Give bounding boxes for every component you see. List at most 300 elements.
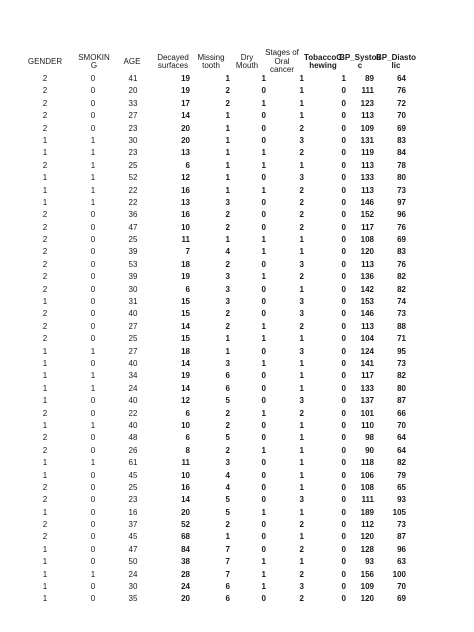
cell-gender: 1 bbox=[42, 470, 48, 480]
column-header-label: GENDER bbox=[27, 56, 63, 66]
cell-decayed-surfaces: 11 bbox=[181, 458, 190, 468]
table-row bbox=[30, 110, 450, 122]
cell-missing-tooth: 2 bbox=[225, 222, 230, 232]
cell-oral-cancer-stage: 1 bbox=[299, 247, 304, 257]
cell-missing-tooth: 4 bbox=[225, 470, 230, 480]
cell-missing-tooth: 5 bbox=[225, 495, 230, 505]
cell-missing-tooth: 5 bbox=[225, 396, 230, 406]
cell-tobacco-chewing: 0 bbox=[341, 210, 346, 220]
cell-dry-mouth: 1 bbox=[261, 74, 266, 83]
cell-missing-tooth: 7 bbox=[225, 544, 230, 554]
cell-bp-diastolic: 87 bbox=[397, 532, 406, 542]
cell-age: 39 bbox=[128, 272, 138, 282]
cell-decayed-surfaces: 16 bbox=[181, 482, 190, 492]
cell-oral-cancer-stage: 2 bbox=[299, 148, 304, 158]
cell-missing-tooth: 1 bbox=[225, 173, 230, 183]
cell-age: 40 bbox=[128, 309, 138, 319]
cell-missing-tooth: 2 bbox=[225, 445, 230, 455]
cell-missing-tooth: 2 bbox=[225, 259, 230, 269]
table-row bbox=[30, 197, 450, 209]
cell-tobacco-chewing: 0 bbox=[341, 396, 346, 406]
cell-decayed-surfaces: 68 bbox=[181, 532, 190, 542]
cell-oral-cancer-stage: 1 bbox=[299, 86, 304, 96]
cell-missing-tooth: 6 bbox=[225, 594, 230, 604]
cell-gender: 1 bbox=[42, 458, 48, 468]
table-row bbox=[30, 544, 450, 556]
cell-oral-cancer-stage: 3 bbox=[299, 173, 304, 183]
cell-missing-tooth: 6 bbox=[225, 582, 230, 592]
cell-oral-cancer-stage: 1 bbox=[299, 74, 304, 83]
cell-decayed-surfaces: 14 bbox=[181, 383, 190, 393]
table-row bbox=[30, 209, 450, 221]
cell-bp-diastolic: 78 bbox=[397, 160, 406, 170]
table-body bbox=[30, 73, 450, 606]
cell-smoking: 0 bbox=[90, 433, 96, 443]
cell-gender: 2 bbox=[42, 309, 48, 319]
cell-dry-mouth: 1 bbox=[261, 98, 266, 108]
cell-tobacco-chewing: 0 bbox=[341, 173, 346, 183]
cell-age: 30 bbox=[128, 135, 138, 145]
cell-bp-systolic: 118 bbox=[361, 458, 374, 468]
cell-bp-diastolic: 69 bbox=[397, 594, 406, 604]
cell-missing-tooth: 1 bbox=[225, 111, 230, 121]
cell-missing-tooth: 6 bbox=[225, 371, 230, 381]
cell-decayed-surfaces: 6 bbox=[185, 433, 190, 443]
cell-bp-systolic: 113 bbox=[361, 321, 374, 331]
cell-oral-cancer-stage: 1 bbox=[299, 235, 304, 245]
cell-dry-mouth: 1 bbox=[261, 358, 266, 368]
cell-missing-tooth: 2 bbox=[225, 321, 230, 331]
cell-age: 23 bbox=[128, 148, 138, 158]
cell-tobacco-chewing: 0 bbox=[341, 507, 346, 517]
cell-smoking: 1 bbox=[90, 371, 96, 381]
cell-bp-diastolic: 80 bbox=[397, 383, 406, 393]
cell-bp-systolic: 189 bbox=[360, 507, 374, 517]
cell-bp-diastolic: 84 bbox=[397, 148, 406, 158]
column-header-label: TobaccoC hewing bbox=[303, 52, 343, 70]
cell-dry-mouth: 0 bbox=[261, 135, 266, 145]
cell-smoking: 0 bbox=[90, 396, 96, 406]
cell-decayed-surfaces: 15 bbox=[181, 297, 190, 307]
cell-tobacco-chewing: 0 bbox=[341, 197, 346, 207]
cell-oral-cancer-stage: 1 bbox=[299, 458, 304, 468]
column-header-label: Stages of Oral cancer bbox=[265, 48, 299, 75]
table-row bbox=[30, 160, 450, 172]
cell-gender: 1 bbox=[42, 582, 48, 592]
cell-oral-cancer-stage: 1 bbox=[299, 98, 304, 108]
cell-dry-mouth: 0 bbox=[261, 383, 266, 393]
cell-bp-systolic: 108 bbox=[360, 482, 374, 492]
cell-missing-tooth: 2 bbox=[225, 408, 230, 418]
table-row bbox=[30, 246, 450, 258]
cell-smoking: 1 bbox=[90, 458, 96, 468]
table-row bbox=[30, 457, 450, 469]
table-row bbox=[30, 358, 450, 370]
cell-bp-systolic: 101 bbox=[360, 408, 374, 418]
cell-age: 61 bbox=[128, 458, 138, 468]
cell-bp-systolic: 136 bbox=[360, 272, 374, 282]
cell-bp-diastolic: 69 bbox=[397, 235, 406, 245]
cell-dry-mouth: 1 bbox=[261, 569, 266, 579]
cell-oral-cancer-stage: 1 bbox=[299, 557, 304, 567]
cell-decayed-surfaces: 20 bbox=[181, 594, 190, 604]
table-row bbox=[30, 569, 450, 581]
cell-smoking: 0 bbox=[90, 309, 96, 319]
cell-decayed-surfaces: 84 bbox=[181, 544, 190, 554]
cell-bp-diastolic: 96 bbox=[397, 544, 406, 554]
cell-age: 52 bbox=[128, 173, 138, 183]
cell-age: 35 bbox=[128, 594, 138, 604]
table-row bbox=[30, 147, 450, 159]
cell-decayed-surfaces: 13 bbox=[181, 148, 190, 158]
cell-bp-diastolic: 63 bbox=[397, 557, 406, 567]
cell-oral-cancer-stage: 2 bbox=[299, 185, 304, 195]
cell-smoking: 0 bbox=[90, 123, 96, 133]
cell-bp-diastolic: 72 bbox=[397, 98, 406, 108]
cell-missing-tooth: 1 bbox=[225, 74, 230, 83]
cell-age: 31 bbox=[128, 297, 138, 307]
column-header-label: Decayed surfaces bbox=[157, 52, 189, 70]
cell-age: 24 bbox=[128, 569, 138, 579]
cell-age: 23 bbox=[128, 123, 138, 133]
cell-dry-mouth: 0 bbox=[261, 111, 266, 121]
cell-dry-mouth: 0 bbox=[261, 544, 266, 554]
cell-dry-mouth: 0 bbox=[261, 259, 266, 269]
cell-decayed-surfaces: 12 bbox=[181, 396, 190, 406]
cell-smoking: 1 bbox=[90, 173, 96, 183]
cell-smoking: 0 bbox=[90, 98, 96, 108]
cell-gender: 1 bbox=[42, 173, 48, 183]
cell-dry-mouth: 0 bbox=[261, 594, 266, 604]
cell-bp-systolic: 133 bbox=[360, 383, 374, 393]
table-row bbox=[30, 172, 450, 184]
cell-bp-systolic: 111 bbox=[361, 86, 374, 96]
cell-bp-systolic: 120 bbox=[360, 594, 374, 604]
cell-gender: 2 bbox=[42, 259, 48, 269]
table-row bbox=[30, 123, 450, 135]
cell-dry-mouth: 0 bbox=[261, 346, 266, 356]
cell-bp-diastolic: 73 bbox=[397, 185, 406, 195]
cell-age: 30 bbox=[128, 582, 138, 592]
cell-dry-mouth: 0 bbox=[261, 458, 266, 468]
cell-gender: 1 bbox=[42, 594, 48, 604]
cell-tobacco-chewing: 0 bbox=[341, 123, 346, 133]
table-row bbox=[30, 420, 450, 432]
cell-bp-diastolic: 76 bbox=[397, 259, 406, 269]
cell-missing-tooth: 3 bbox=[225, 284, 230, 294]
cell-smoking: 1 bbox=[90, 346, 96, 356]
cell-age: 27 bbox=[128, 111, 138, 121]
cell-age: 48 bbox=[128, 433, 138, 443]
table-row bbox=[30, 185, 450, 197]
cell-age: 30 bbox=[128, 284, 138, 294]
cell-decayed-surfaces: 6 bbox=[185, 408, 190, 418]
cell-bp-diastolic: 88 bbox=[397, 321, 406, 331]
cell-decayed-surfaces: 8 bbox=[185, 445, 190, 455]
cell-dry-mouth: 0 bbox=[261, 197, 266, 207]
cell-gender: 2 bbox=[42, 334, 48, 344]
cell-dry-mouth: 0 bbox=[261, 123, 266, 133]
table-row bbox=[30, 593, 450, 605]
cell-oral-cancer-stage: 3 bbox=[299, 582, 304, 592]
cell-smoking: 1 bbox=[90, 569, 96, 579]
table-row bbox=[30, 432, 450, 444]
cell-tobacco-chewing: 0 bbox=[341, 371, 346, 381]
cell-gender: 1 bbox=[42, 346, 48, 356]
cell-age: 40 bbox=[128, 358, 138, 368]
cell-tobacco-chewing: 0 bbox=[341, 272, 346, 282]
cell-decayed-surfaces: 19 bbox=[181, 86, 190, 96]
cell-missing-tooth: 1 bbox=[225, 185, 230, 195]
cell-oral-cancer-stage: 2 bbox=[299, 272, 304, 282]
cell-smoking: 1 bbox=[90, 185, 96, 195]
cell-tobacco-chewing: 0 bbox=[341, 111, 346, 121]
cell-gender: 2 bbox=[42, 284, 48, 294]
cell-bp-diastolic: 105 bbox=[392, 507, 406, 517]
cell-bp-diastolic: 71 bbox=[397, 334, 406, 344]
cell-smoking: 0 bbox=[90, 259, 96, 269]
cell-bp-diastolic: 83 bbox=[397, 247, 406, 257]
column-header-label: Missing tooth bbox=[197, 52, 225, 70]
table-row bbox=[30, 346, 450, 358]
cell-bp-systolic: 93 bbox=[365, 557, 374, 567]
cell-bp-diastolic: 76 bbox=[397, 86, 406, 96]
cell-dry-mouth: 0 bbox=[261, 520, 266, 530]
cell-gender: 2 bbox=[42, 272, 48, 282]
cell-oral-cancer-stage: 1 bbox=[299, 160, 304, 170]
cell-missing-tooth: 2 bbox=[225, 86, 230, 96]
cell-tobacco-chewing: 0 bbox=[341, 383, 346, 393]
cell-gender: 2 bbox=[42, 495, 48, 505]
cell-gender: 2 bbox=[42, 321, 48, 331]
cell-smoking: 0 bbox=[90, 482, 96, 492]
cell-bp-diastolic: 82 bbox=[397, 284, 406, 294]
cell-bp-diastolic: 79 bbox=[397, 470, 406, 480]
cell-bp-systolic: 109 bbox=[360, 582, 374, 592]
cell-bp-diastolic: 80 bbox=[397, 173, 406, 183]
cell-tobacco-chewing: 0 bbox=[341, 235, 346, 245]
cell-bp-systolic: 113 bbox=[361, 160, 374, 170]
cell-bp-diastolic: 65 bbox=[397, 482, 406, 492]
cell-bp-systolic: 123 bbox=[360, 98, 374, 108]
cell-tobacco-chewing: 0 bbox=[341, 309, 346, 319]
cell-bp-systolic: 119 bbox=[361, 148, 374, 158]
cell-tobacco-chewing: 0 bbox=[341, 346, 346, 356]
cell-age: 16 bbox=[128, 507, 138, 517]
cell-smoking: 0 bbox=[90, 408, 96, 418]
table-row bbox=[30, 482, 450, 494]
cell-decayed-surfaces: 7 bbox=[185, 247, 190, 257]
cell-bp-diastolic: 70 bbox=[397, 420, 406, 430]
cell-dry-mouth: 0 bbox=[261, 173, 266, 183]
cell-missing-tooth: 1 bbox=[225, 334, 230, 344]
cell-age: 22 bbox=[128, 197, 138, 207]
cell-bp-systolic: 106 bbox=[360, 470, 374, 480]
cell-oral-cancer-stage: 2 bbox=[299, 520, 304, 530]
cell-decayed-surfaces: 15 bbox=[181, 309, 190, 319]
cell-age: 40 bbox=[128, 420, 138, 430]
cell-gender: 1 bbox=[42, 297, 48, 307]
cell-dry-mouth: 1 bbox=[261, 235, 266, 245]
cell-gender: 2 bbox=[42, 433, 48, 443]
cell-bp-systolic: 113 bbox=[361, 259, 374, 269]
cell-oral-cancer-stage: 2 bbox=[299, 544, 304, 554]
cell-dry-mouth: 0 bbox=[261, 309, 266, 319]
cell-decayed-surfaces: 12 bbox=[181, 173, 190, 183]
cell-smoking: 0 bbox=[90, 507, 96, 517]
cell-oral-cancer-stage: 3 bbox=[299, 346, 304, 356]
cell-tobacco-chewing: 0 bbox=[341, 222, 346, 232]
cell-missing-tooth: 3 bbox=[225, 458, 230, 468]
cell-missing-tooth: 1 bbox=[225, 235, 230, 245]
cell-smoking: 0 bbox=[90, 358, 96, 368]
cell-age: 50 bbox=[128, 557, 138, 567]
cell-oral-cancer-stage: 1 bbox=[299, 371, 304, 381]
cell-oral-cancer-stage: 1 bbox=[299, 383, 304, 393]
cell-gender: 2 bbox=[42, 532, 48, 542]
cell-dry-mouth: 1 bbox=[261, 507, 266, 517]
cell-bp-systolic: 113 bbox=[361, 111, 374, 121]
cell-missing-tooth: 3 bbox=[225, 197, 230, 207]
cell-smoking: 0 bbox=[90, 544, 96, 554]
cell-tobacco-chewing: 0 bbox=[341, 148, 346, 158]
cell-decayed-surfaces: 19 bbox=[181, 371, 190, 381]
cell-decayed-surfaces: 28 bbox=[181, 569, 190, 579]
cell-gender: 1 bbox=[42, 420, 48, 430]
cell-bp-systolic: 142 bbox=[360, 284, 374, 294]
cell-age: 20 bbox=[128, 86, 138, 96]
cell-gender: 2 bbox=[42, 520, 48, 530]
cell-bp-diastolic: 82 bbox=[397, 272, 406, 282]
cell-age: 23 bbox=[128, 495, 138, 505]
cell-oral-cancer-stage: 1 bbox=[299, 284, 304, 294]
cell-decayed-surfaces: 11 bbox=[181, 235, 190, 245]
table-row bbox=[30, 333, 450, 345]
cell-missing-tooth: 3 bbox=[225, 358, 230, 368]
cell-smoking: 0 bbox=[90, 582, 96, 592]
cell-missing-tooth: 7 bbox=[225, 557, 230, 567]
cell-missing-tooth: 2 bbox=[225, 210, 230, 220]
cell-gender: 2 bbox=[42, 111, 48, 121]
cell-dry-mouth: 0 bbox=[261, 371, 266, 381]
cell-decayed-surfaces: 16 bbox=[181, 210, 190, 220]
cell-smoking: 0 bbox=[90, 210, 96, 220]
cell-tobacco-chewing: 0 bbox=[341, 433, 346, 443]
table-row bbox=[30, 383, 450, 395]
cell-decayed-surfaces: 14 bbox=[181, 321, 190, 331]
cell-oral-cancer-stage: 1 bbox=[299, 507, 304, 517]
cell-bp-systolic: 110 bbox=[361, 420, 374, 430]
cell-dry-mouth: 0 bbox=[261, 222, 266, 232]
cell-tobacco-chewing: 0 bbox=[341, 297, 346, 307]
cell-tobacco-chewing: 0 bbox=[341, 445, 346, 455]
cell-smoking: 1 bbox=[90, 160, 96, 170]
cell-decayed-surfaces: 19 bbox=[181, 272, 190, 282]
cell-gender: 1 bbox=[42, 569, 48, 579]
cell-missing-tooth: 7 bbox=[225, 569, 230, 579]
cell-age: 22 bbox=[128, 408, 138, 418]
cell-oral-cancer-stage: 2 bbox=[299, 222, 304, 232]
cell-oral-cancer-stage: 1 bbox=[299, 445, 304, 455]
cell-tobacco-chewing: 0 bbox=[341, 334, 346, 344]
cell-smoking: 0 bbox=[90, 495, 96, 505]
cell-tobacco-chewing: 0 bbox=[341, 582, 346, 592]
cell-bp-systolic: 146 bbox=[360, 197, 374, 207]
cell-missing-tooth: 1 bbox=[225, 123, 230, 133]
cell-age: 33 bbox=[128, 98, 138, 108]
cell-bp-diastolic: 73 bbox=[397, 309, 406, 319]
cell-smoking: 0 bbox=[90, 111, 96, 121]
cell-tobacco-chewing: 0 bbox=[341, 321, 346, 331]
cell-oral-cancer-stage: 1 bbox=[299, 433, 304, 443]
cell-bp-systolic: 104 bbox=[360, 334, 374, 344]
cell-decayed-surfaces: 20 bbox=[181, 135, 190, 145]
cell-tobacco-chewing: 0 bbox=[341, 569, 346, 579]
cell-missing-tooth: 3 bbox=[225, 272, 230, 282]
table-row bbox=[30, 470, 450, 482]
cell-age: 45 bbox=[128, 532, 138, 542]
cell-gender: 2 bbox=[42, 210, 48, 220]
cell-bp-systolic: 109 bbox=[360, 123, 374, 133]
cell-oral-cancer-stage: 2 bbox=[299, 408, 304, 418]
cell-smoking: 1 bbox=[90, 148, 96, 158]
table-row bbox=[30, 308, 450, 320]
cell-age: 37 bbox=[128, 520, 138, 530]
table-row bbox=[30, 135, 450, 147]
cell-decayed-surfaces: 19 bbox=[181, 74, 190, 83]
cell-smoking: 1 bbox=[90, 197, 96, 207]
cell-bp-diastolic: 64 bbox=[397, 445, 406, 455]
cell-decayed-surfaces: 52 bbox=[181, 520, 190, 530]
column-header-label: Dry Mouth bbox=[235, 52, 259, 70]
cell-missing-tooth: 2 bbox=[225, 98, 230, 108]
cell-dry-mouth: 1 bbox=[261, 321, 266, 331]
cell-bp-systolic: 141 bbox=[360, 358, 374, 368]
column-header-label: BP_Systoli c bbox=[339, 52, 381, 70]
cell-bp-diastolic: 82 bbox=[397, 458, 406, 468]
cell-decayed-surfaces: 18 bbox=[181, 259, 190, 269]
cell-bp-systolic: 108 bbox=[360, 235, 374, 245]
cell-dry-mouth: 1 bbox=[261, 272, 266, 282]
cell-age: 40 bbox=[128, 396, 138, 406]
cell-missing-tooth: 5 bbox=[225, 507, 230, 517]
cell-bp-systolic: 131 bbox=[360, 135, 374, 145]
cell-smoking: 0 bbox=[90, 247, 96, 257]
cell-bp-diastolic: 96 bbox=[397, 210, 406, 220]
cell-bp-diastolic: 69 bbox=[397, 123, 406, 133]
table-row bbox=[30, 296, 450, 308]
cell-bp-diastolic: 83 bbox=[397, 135, 406, 145]
cell-dry-mouth: 0 bbox=[261, 420, 266, 430]
cell-bp-systolic: 156 bbox=[360, 569, 374, 579]
table-row bbox=[30, 370, 450, 382]
cell-bp-systolic: 117 bbox=[361, 371, 374, 381]
cell-smoking: 0 bbox=[90, 235, 96, 245]
cell-oral-cancer-stage: 2 bbox=[299, 569, 304, 579]
cell-bp-systolic: 152 bbox=[360, 210, 374, 220]
cell-dry-mouth: 0 bbox=[261, 284, 266, 294]
cell-smoking: 0 bbox=[90, 594, 96, 604]
table-row bbox=[30, 581, 450, 593]
cell-tobacco-chewing: 1 bbox=[341, 74, 346, 83]
cell-age: 47 bbox=[128, 222, 138, 232]
cell-dry-mouth: 1 bbox=[261, 582, 266, 592]
cell-decayed-surfaces: 14 bbox=[181, 111, 190, 121]
cell-smoking: 1 bbox=[90, 420, 96, 430]
cell-smoking: 0 bbox=[90, 520, 96, 530]
cell-bp-systolic: 111 bbox=[361, 495, 374, 505]
cell-oral-cancer-stage: 3 bbox=[299, 259, 304, 269]
